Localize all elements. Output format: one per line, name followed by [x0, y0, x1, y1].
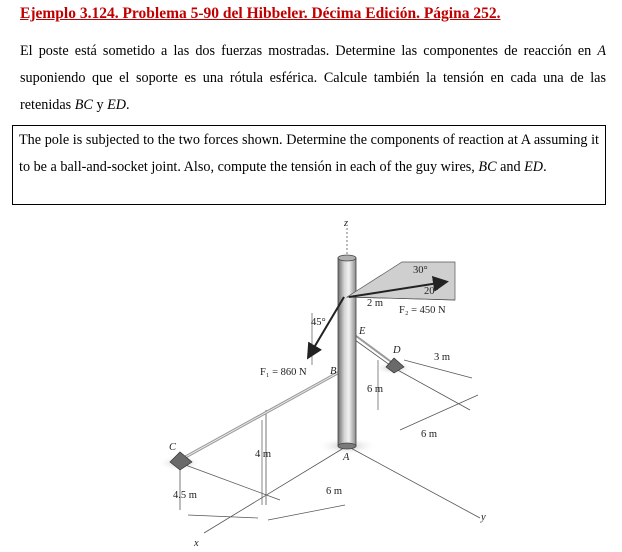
angle-30-label: 30° [413, 265, 428, 276]
english-wire-bc: BC [478, 159, 497, 175]
english-conjunction: and [496, 159, 525, 175]
dim-6m-lower-label: 6 m [326, 486, 343, 497]
spanish-wire-bc: BC [74, 97, 93, 113]
dim-4m-label: 4 m [255, 449, 272, 460]
dim-45m-label: 4.5 m [173, 490, 197, 501]
point-d-label: D [393, 345, 401, 356]
dim-6m-upper-label: 6 m [367, 384, 384, 395]
angle-20-label: 20° [424, 286, 439, 297]
english-end: . [543, 159, 547, 175]
axis-x-label: x [194, 538, 199, 547]
dim-3m-label: 3 m [434, 352, 451, 363]
angle-45-label: 45° [311, 317, 326, 328]
point-c-label: C [169, 442, 177, 453]
force-f2-label: F₂ = 450 N [399, 305, 446, 316]
english-wire-ed: ED [524, 159, 544, 175]
force-f1-label: F₁ = 860 N [260, 367, 307, 378]
pole-diagram [150, 217, 490, 547]
page-title: Ejemplo 3.124. Problema 5-90 del Hibbeler. Décima Edición. Página 252. [20, 5, 501, 22]
axis-z-label: z [344, 218, 349, 229]
point-b-label: B [330, 366, 337, 377]
english-statement-box [12, 125, 606, 205]
spanish-text-part2: suponiendo que el soporte es una rótula esférica. Calcule también la tensión en cada una de las retenidas [20, 70, 606, 113]
dim-6m-right-label: 6 m [421, 429, 438, 440]
spanish-wire-ed: ED [107, 97, 127, 113]
spanish-conjunction: y [92, 97, 108, 113]
pole-base [338, 443, 356, 449]
english-text-part1: The pole is subjected to the two forces shown. Determine the components of reaction at A assuming it to be a ball-and-socket joint. Also, compute the tensión in each of the guy wires, [19, 132, 599, 175]
pole-top [338, 255, 356, 261]
dim-2m-label: 2 m [367, 298, 384, 309]
point-a-label: A [343, 452, 350, 463]
english-problem-statement [19, 126, 599, 181]
spanish-text-part1: El poste está sometido a las dos fuerzas mostradas. Determine las componentes de reacción en [20, 43, 598, 59]
axis-y-label: y [481, 512, 486, 523]
pole [338, 258, 356, 446]
point-e-label: E [359, 326, 366, 337]
spanish-end: . [126, 97, 130, 113]
spanish-problem-statement [20, 38, 606, 119]
spanish-point-a: A [597, 43, 606, 59]
